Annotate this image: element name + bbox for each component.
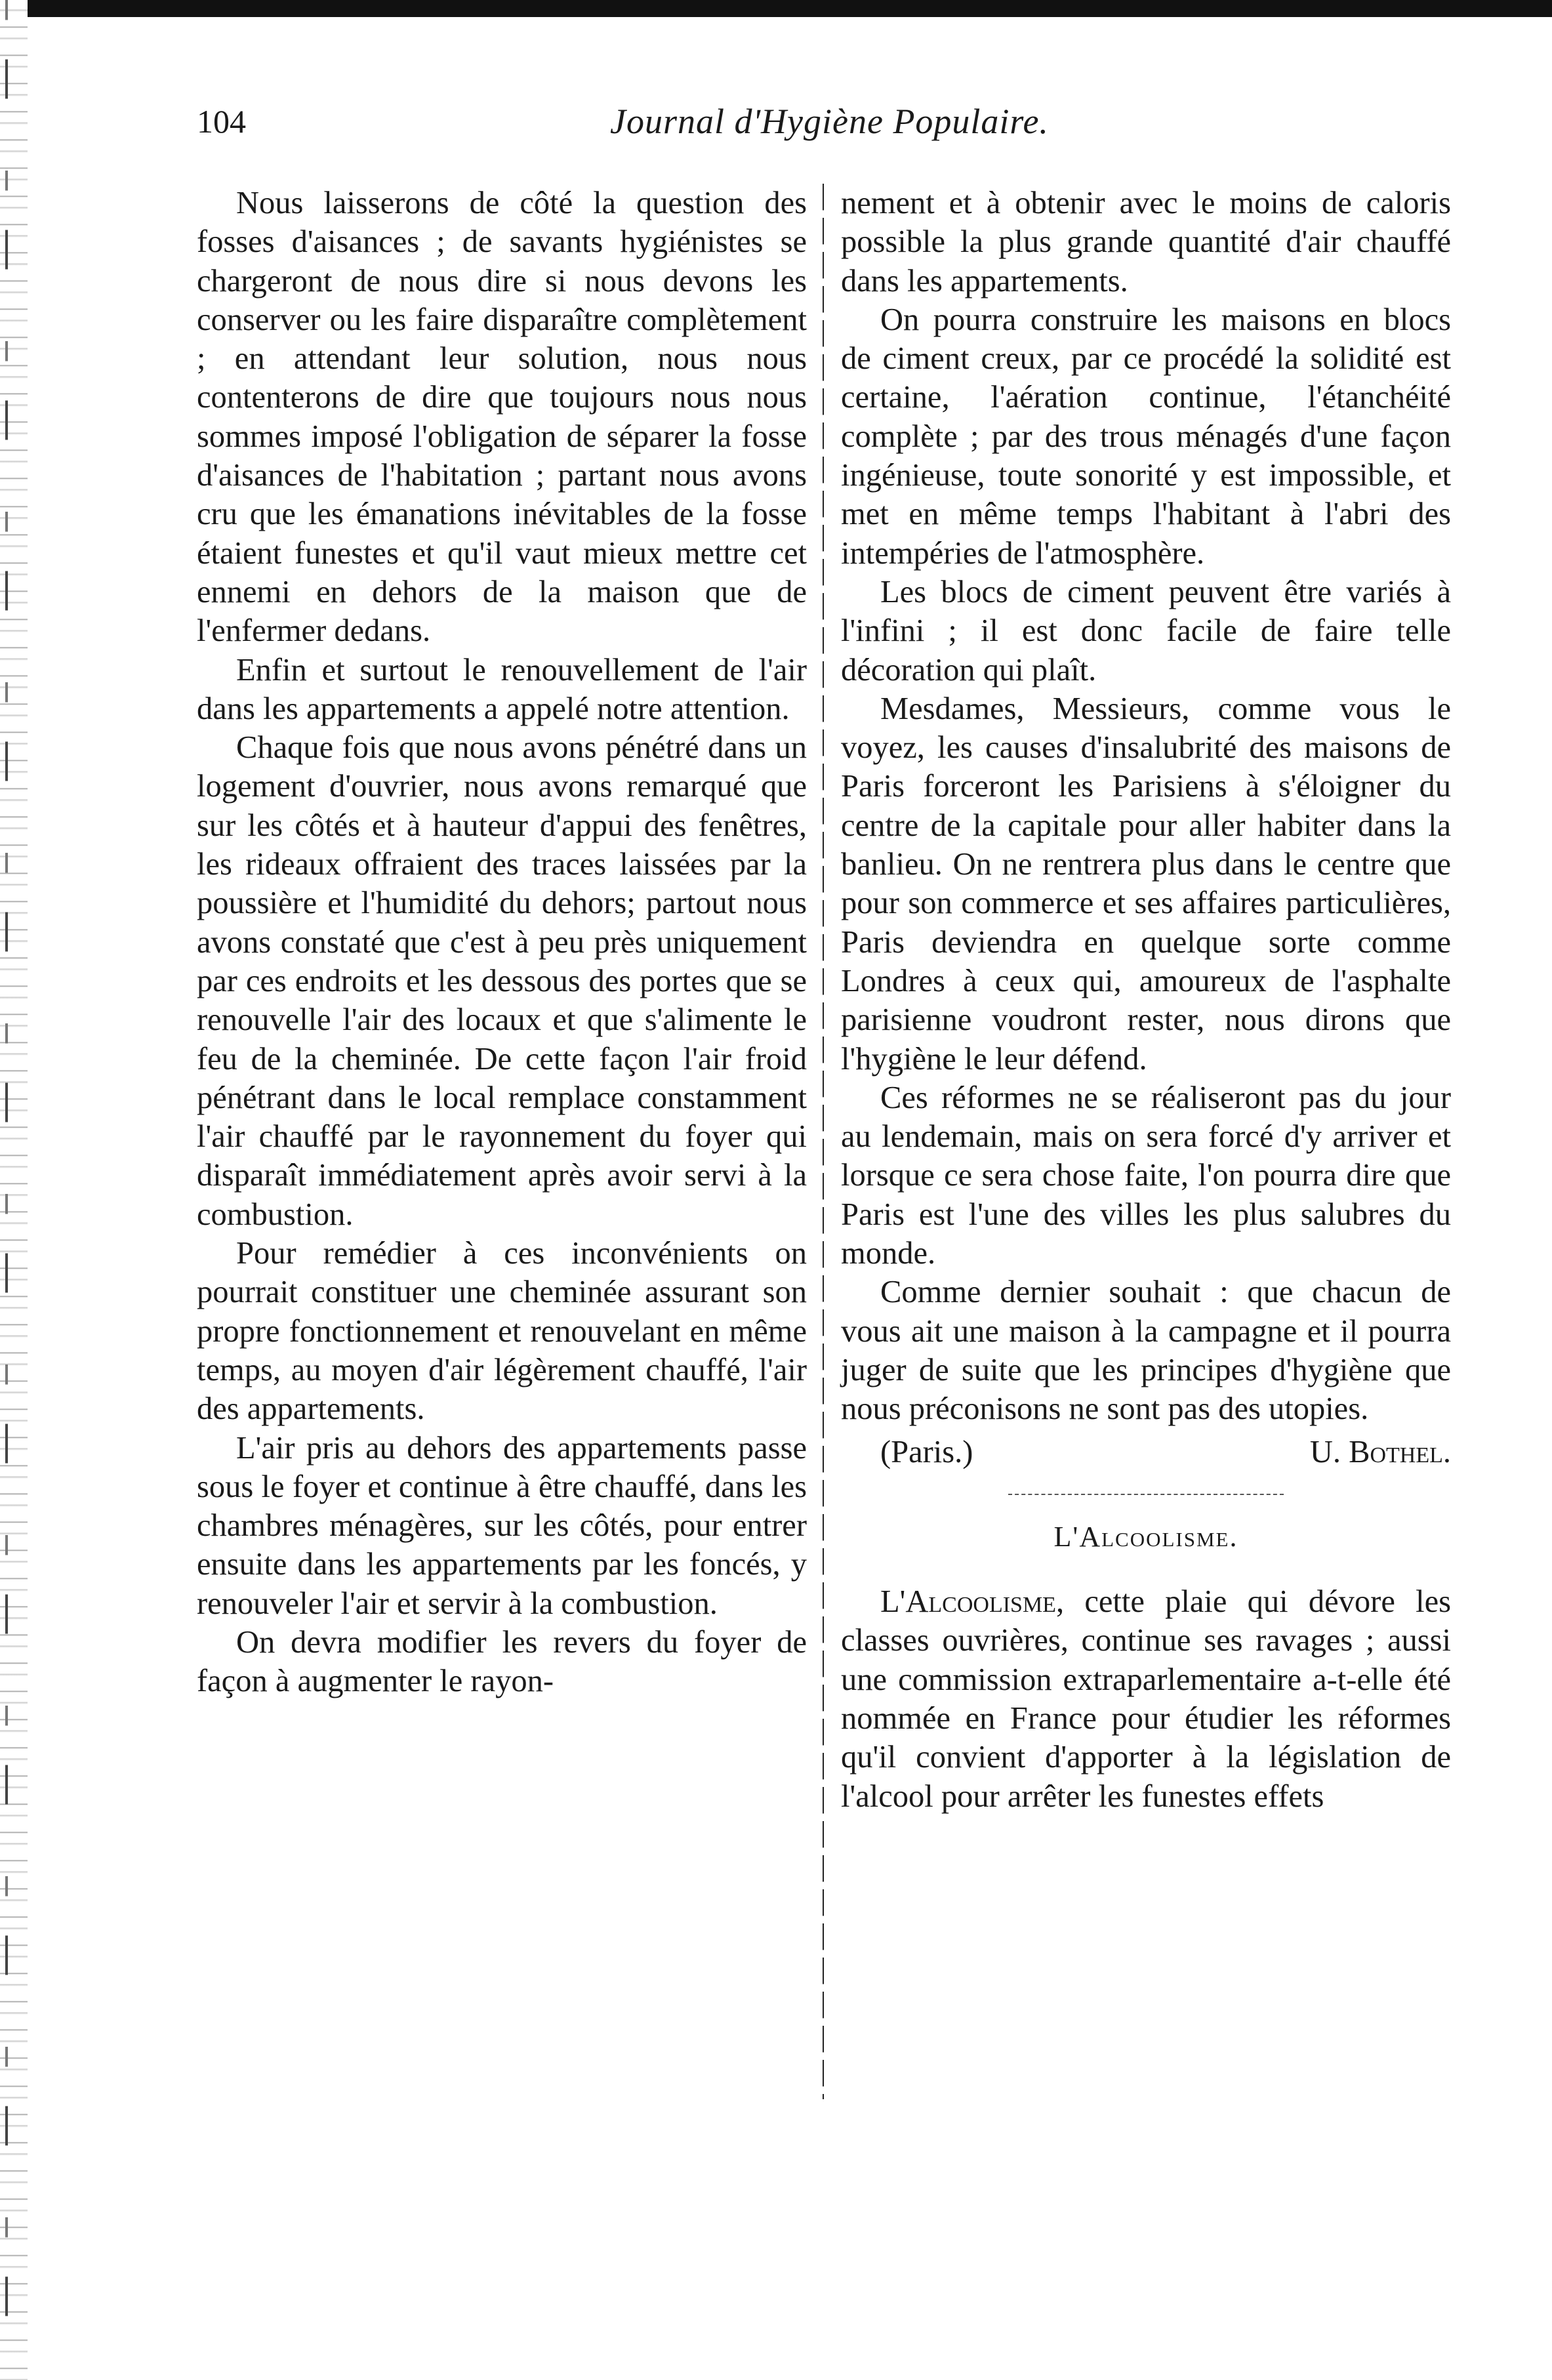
paragraph: Nous laisserons de côté la question des fosses d'aisances ; de savants hygiénistes se chargeront de nous dire si nous devons les conserver ou les faire disparaître complètement ; en attendant leur solution, nous nous contenterons de dire que toujours nous nous sommes imposé l'obligation de séparer la fosse d'aisances de l'habitation ; partant nous avons cru que les émanations inévitables de la fosse étaient funestes et qu'il vaut mieux mettre cet ennemi en dehors de la maison que de l'enfermer dedans.: [197, 186, 807, 649]
paragraph-continuation: nement et à obtenir avec le moins de caloris possible la plus grande quantité d'air chauffé dans les appartements.: [841, 186, 1451, 298]
journal-title: Journal d'Hygiène Populaire.: [610, 102, 1049, 141]
paragraph: Comme dernier souhait : que chacun de vous ait une maison à la campagne et il pourra juger de suite que les principes d'hygiène que nous préconisons ne sont pas des utopies.: [841, 1275, 1451, 1427]
signature-place: (Paris.): [880, 1434, 973, 1469]
section-title: L'Alcoolisme.: [1053, 1520, 1238, 1553]
paragraph: Chaque fois que nous avons pénétré dans un logement d'ouvrier, nous avons remarqué que sur les côtés et à hauteur d'appui des fenêtres, les rideaux offraient des traces laissées par la poussière et l'humidité du dehors; partout nous avons constaté que c'est à peu près uniquement par ces endroits et les dessous des portes que se renouvelle l'air des locaux et que s'alimente le feu de la cheminée. De cette façon l'air froid pénétrant dans le local remplace constamment l'air chauffé par le rayonnement du foyer qui disparaît immédiatement après avoir servi à la combustion.: [197, 730, 807, 1232]
section-divider: [1008, 1494, 1284, 1495]
paragraph: On pourra construire les maisons en blocs de ciment creux, par ce procédé la solidité est certaine, l'aération continue, l'étanchéité complète ; par des trous ménagés d'une façon ingénieuse, toute sonorité y est impossible, et met en même temps l'habitant à l'abri des intempéries de l'atmosphère.: [841, 302, 1451, 571]
paragraph: [841, 1582, 1451, 1816]
paragraph: Les blocs de ciment peuvent être variés à l'infini ; il est donc facile de faire telle décoration qui plaît.: [841, 574, 1451, 687]
paragraph: Pour remédier à ces inconvénients on pourrait constituer une cheminée assurant son propre fonctionnement et renouvelant en même temps, au moyen d'air légèrement chauffé, l'air des appartements.: [197, 1236, 807, 1427]
page-number: 104: [197, 103, 246, 140]
paragraph: L'air pris au dehors des appartements passe sous le foyer et continue à être chauffé, dans les chambres ménagères, sur les côtés, pour entrer ensuite dans les appartements par les foncés, y renouveler l'air et servir à la combustion.: [197, 1430, 807, 1621]
section-lead-word: L'Alcoolisme,: [880, 1584, 1065, 1620]
section-text: cette plaie qui dévore les classes ouvrières, continue ses ravages ; aussi une commission extraparlementaire a-t-elle été nommée en France pour étudier les réformes qu'il convient d'apporter à la législation de l'alcool pour arrêter les funestes effets: [841, 1584, 1451, 1814]
article-signature: [841, 1433, 1451, 1471]
signature-author: U. Bothel.: [1309, 1434, 1451, 1469]
paragraph: Enfin et surtout le renouvellement de l'air dans les appartements a appelé notre attention.: [197, 652, 807, 726]
left-column: [197, 184, 807, 1701]
paragraph: Ces réformes ne se réaliseront pas du jour au lendemain, mais on sera forcé d'y arriver et lorsque ce sera chose faite, l'on pourra dire que Paris est l'une des villes les plus salubres du monde.: [841, 1080, 1451, 1271]
scan-left-edge: [0, 0, 28, 2380]
page-header: [197, 92, 1443, 151]
paragraph: On devra modifier les revers du foyer de façon à augmenter le rayon-: [197, 1624, 807, 1699]
scan-top-border: [0, 0, 1552, 17]
column-divider: [823, 184, 824, 2099]
right-column: [841, 184, 1451, 1816]
paragraph: Mesdames, Messieurs, comme vous le voyez, les causes d'insalubrité des maisons de Paris forceront les Parisiens à s'éloigner du centre de la capitale pour aller habiter dans la banlieu. On ne rentrera plus dans le centre que pour son commerce et ses affaires particulières, Paris deviendra en quelque sorte comme Londres à ceux qui, amoureux de l'asphalte parisienne voudront rester, nous dirons que l'hygiène le leur défend.: [841, 691, 1451, 1077]
